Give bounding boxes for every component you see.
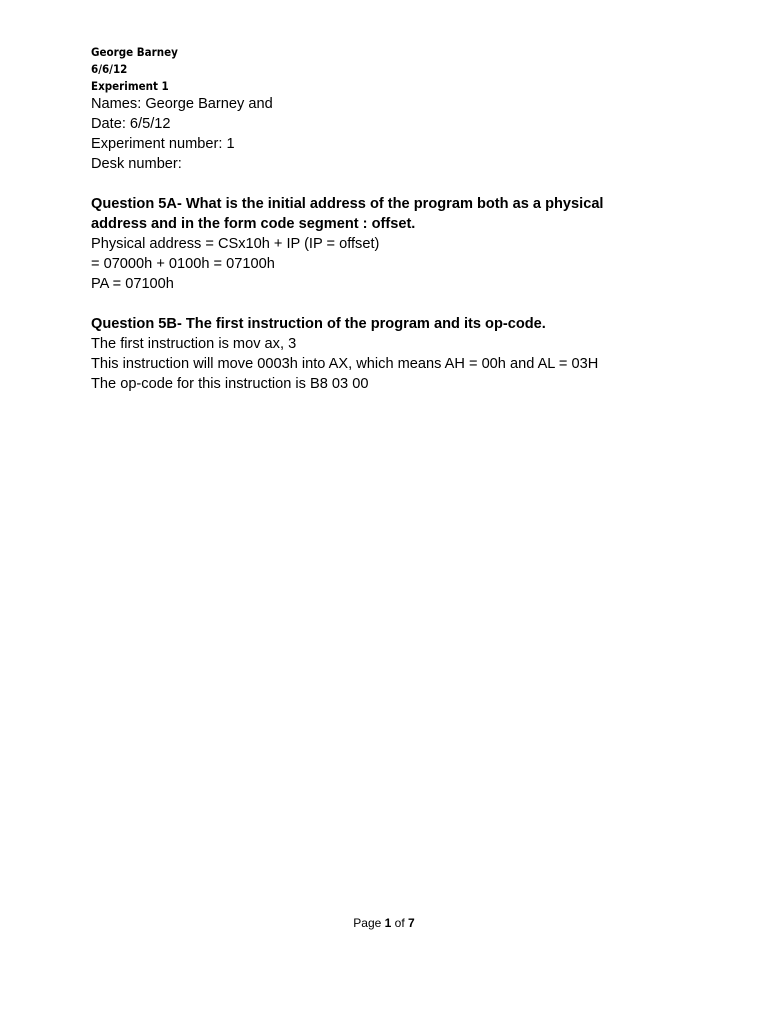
answer-5a-line: = 07000h + 0100h = 07100h [91, 256, 275, 272]
page-header [91, 44, 178, 95]
header-title: Experiment 1 [91, 79, 169, 93]
names-line: Names: George Barney and [91, 96, 273, 112]
of-label: of [394, 916, 405, 930]
header-author: George Barney [91, 45, 178, 59]
desk-number-line: Desk number: [91, 156, 182, 172]
spacer [91, 294, 651, 314]
answer-5b-line: This instruction will move 0003h into AX, which means AH = 00h and AL = 03H [91, 356, 599, 372]
question-5b-heading: Question 5B- The first instruction of the program and its op-code. [91, 316, 546, 332]
page-total: 7 [408, 916, 415, 930]
page-footer [0, 915, 768, 931]
page-label: Page [353, 916, 382, 930]
answer-5a-line: Physical address = CSx10h + IP (IP = offset) [91, 236, 380, 252]
answer-5a-line: PA = 07100h [91, 276, 174, 292]
answer-5b-line: The first instruction is mov ax, 3 [91, 336, 297, 352]
experiment-number-line: Experiment number: 1 [91, 136, 235, 152]
answer-5b-line: The op-code for this instruction is B8 03 00 [91, 376, 369, 392]
date-line: Date: 6/5/12 [91, 116, 171, 132]
document-body [91, 94, 651, 394]
question-5a-heading: Question 5A- What is the initial address of the program both as a physical address and in the form code segment : offset. [91, 196, 604, 232]
spacer [91, 174, 651, 194]
header-date: 6/6/12 [91, 62, 128, 76]
page-current: 1 [384, 916, 392, 930]
